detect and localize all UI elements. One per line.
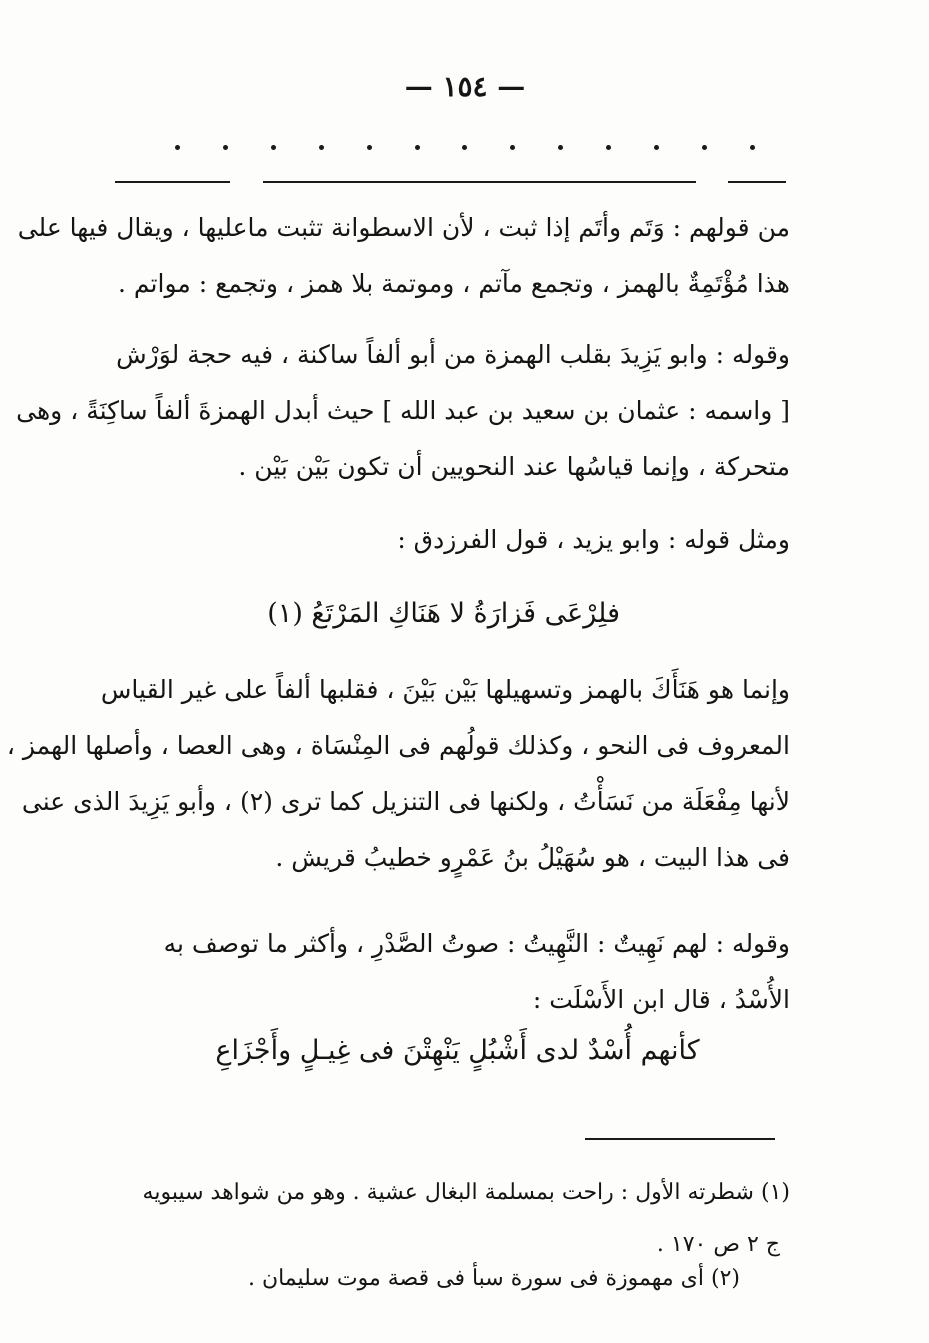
text-line: [ واسمه : عثمان بن سعيد بن عبد الله ] حيث أبدل الهمزةَ ألفاً ساكِنَةً ، وهى (16, 396, 790, 425)
footnote-1: (١) شطرته الأول : راحت بمسلمة البغال عشية . وهو من شواهد سيبويه (142, 1180, 790, 1205)
ornament-dots (175, 145, 755, 150)
footnote-2: (٢) أى مهموزة فى سورة سبأ فى قصة موت سليمان . (247, 1266, 740, 1291)
text-line: متحركة ، وإنما قياسُها عند النحويين أن تكون بَيْن بَيْن . (238, 452, 790, 481)
paragraph-2 (16, 327, 790, 495)
paragraph-5 (110, 916, 790, 1028)
header-rule-left (115, 181, 230, 183)
text-line: وقوله : وابو يَزِيدَ بقلب الهمزة من أبو ألفاً ساكنة ، فيه حجة لوَرْش (116, 340, 790, 369)
text-line: من قولهم : وَتَم وأتَم إذا ثبت ، لأن الاسطوانة تثبت ماعليها ، ويقال فيها على (17, 213, 790, 242)
verse-ibn-al-aslat: كأنهم أُسْدٌ لدى أَشْبُلٍ يَنْهِتْنَ فى غِيـلٍ وأَجْزَاعِ (215, 1035, 700, 1066)
text-line: المعروف فى النحو ، وكذلك قولُهم فى المِنْسَاة ، وهى العصا ، وأصلها الهمز ، (6, 731, 790, 760)
text-line: فى هذا البيت ، هو سُهَيْلُ بنُ عَمْرٍو خطيبُ قريش . (275, 843, 790, 872)
paragraph-3 (110, 512, 790, 568)
verse-farazdaq: فلِرْعَى فَزارَةُ لا هَنَاكِ المَرْتَعُ (١) (267, 598, 620, 629)
header-rule-right (728, 181, 786, 183)
text-line: ومثل قوله : وابو يزيد ، قول الفرزدق : (397, 525, 790, 554)
footnote-1-continued: ج ٢ ص ١٧٠ . (656, 1232, 780, 1257)
text-line: وإنما هو هَنَأَكَ بالهمز وتسهيلها بَيْن بَيْنَ ، فقلبها ألفاً على غير القياس (100, 675, 790, 704)
page-number: — ١٥٤ — (404, 70, 526, 103)
text-line: وقوله : لهم نَهِيتٌ : النَّهِيتُ : صوتُ الصَّدْرِ ، وأكثر ما توصف به (163, 929, 790, 958)
paragraph-4 (6, 662, 790, 886)
paragraph-1 (17, 200, 790, 312)
text-line: الأُسْدُ ، قال ابن الأَسْلَت : (532, 985, 790, 1014)
footnote-rule (585, 1138, 775, 1140)
text-line: لأنها مِفْعَلَة من نَسَأْتُ ، ولكنها فى التنزيل كما ترى (٢) ، وأبو يَزِيدَ الذى عنى (21, 787, 790, 816)
text-line: هذا مُؤْتَمِةٌ بالهمز ، وتجمع مآتم ، وموتمة بلا همز ، وتجمع : مواتم . (118, 269, 790, 298)
header-rule-center (263, 181, 696, 183)
